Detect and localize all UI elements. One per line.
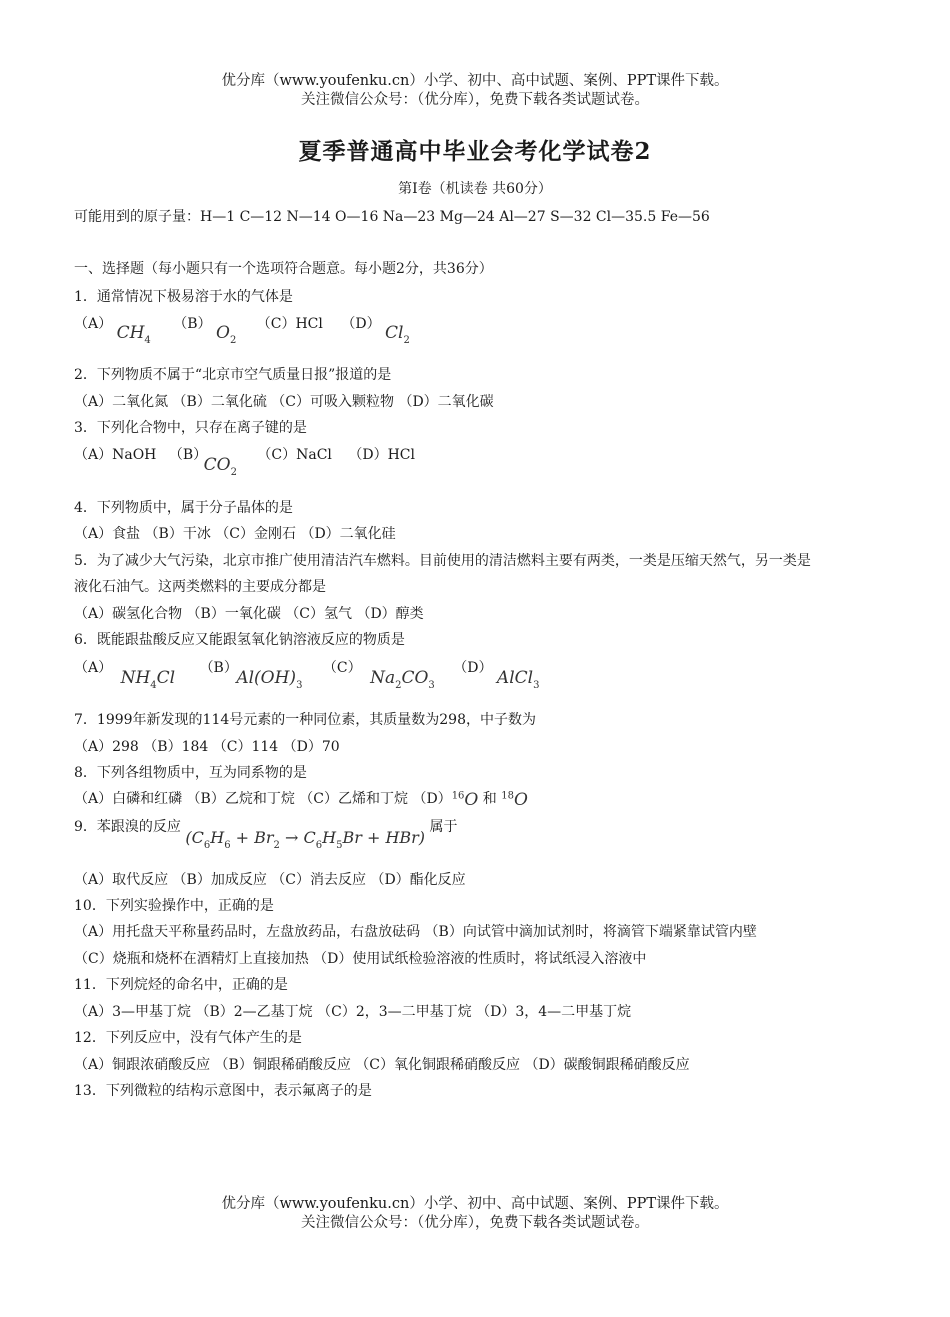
q8-d-isotope-2: $^{18}$O bbox=[501, 790, 528, 810]
q12-stem: 12．下列反应中，没有气体产生的是 bbox=[74, 1030, 302, 1046]
q1-c-option: （C）HCl bbox=[256, 316, 323, 332]
q6-options bbox=[74, 657, 540, 691]
q6-b-label: （B） bbox=[199, 660, 238, 676]
header-line-1: 优分库（www.youfenku.cn）小学、初中、高中试题、案例、PPT课件下载。 bbox=[221, 73, 729, 89]
atomic-mass-line: 可能用到的原子量：H—1 C—12 N—14 O—16 Na—23 Mg—24 Al—27 S—32 Cl—35.5 Fe—56 bbox=[74, 209, 710, 225]
q1-d-label: （D） bbox=[341, 316, 381, 332]
q8-options bbox=[74, 788, 528, 808]
q7-options: （A）298 （B）184 （C）114 （D）70 bbox=[74, 739, 340, 755]
q8-d-isotope-1: $^{16}$O bbox=[451, 790, 479, 810]
q11-stem: 11．下列烷烃的命名中，正确的是 bbox=[74, 977, 288, 993]
q11-options: （A）3—甲基丁烷 （B）2—乙基丁烷 （C）2，3—二甲基丁烷 （D）3，4—二甲基丁烷 bbox=[74, 1004, 632, 1020]
q10-stem: 10．下列实验操作中，正确的是 bbox=[74, 898, 274, 914]
q5-stem-line-2: 液化石油气。这两类燃料的主要成分都是 bbox=[74, 579, 326, 595]
q6-c-formula: $Na_2CO_3$ bbox=[370, 668, 435, 691]
q9-stem: 9．苯跟溴的反应 bbox=[74, 819, 181, 835]
q6-d-formula: AlCl$_3$ bbox=[496, 668, 540, 691]
section-1-heading: 一、选择题（每小题只有一个选项符合题意。每小题2分，共36分） bbox=[74, 261, 493, 277]
q9-equation: $(C_6H_6 + Br_2 \to C_6H_5Br + HBr)$ bbox=[185, 828, 426, 851]
q9-tail: 属于 bbox=[429, 819, 458, 835]
q1-stem: 1．通常情况下极易溶于水的气体是 bbox=[74, 289, 293, 305]
q5-stem-line-1: 5．为了减少大气污染，北京市推广使用清洁汽车燃料。目前使用的清洁燃料主要有两类，一类是压缩天然气，另一类是 bbox=[74, 553, 811, 569]
page-footer bbox=[0, 1195, 950, 1233]
page-header bbox=[0, 72, 950, 110]
q1-a-formula: $CH_4$ bbox=[116, 323, 151, 346]
q1-b-label: （B） bbox=[173, 316, 212, 332]
q9-options: （A）取代反应 （B）加成反应 （C）消去反应 （D）酯化反应 bbox=[74, 872, 466, 888]
q3-b-label: （B） bbox=[168, 447, 208, 463]
footer-line-1: 优分库（www.youfenku.cn）小学、初中、高中试题、案例、PPT课件下载。 bbox=[221, 1196, 729, 1212]
q6-c-label: （C） bbox=[322, 660, 362, 676]
header-line-2: 关注微信公众号：（优分库），免费下载各类试题试卷。 bbox=[301, 92, 649, 108]
q3-d-option: （D）HCl bbox=[348, 447, 415, 463]
q8-stem: 8．下列各组物质中，互为同系物的是 bbox=[74, 765, 307, 781]
q1-d-formula: $Cl_2$ bbox=[385, 323, 410, 346]
q10-options-line-2: （C）烧瓶和烧杯在酒精灯上直接加热 （D）使用试纸检验溶液的性质时，将试纸浸入溶液中 bbox=[74, 951, 647, 967]
q2-options: （A）二氧化氮 （B）二氧化硫 （C）可吸入颗粒物 （D）二氧化碳 bbox=[74, 394, 494, 410]
q1-options bbox=[74, 313, 410, 346]
q1-a-label: （A） bbox=[74, 316, 113, 332]
q8-d-and: 和 bbox=[478, 791, 502, 807]
q8-options-text: （A）白磷和红磷 （B）乙烷和丁烷 （C）乙烯和丁烷 （D） bbox=[74, 791, 452, 807]
q12-options: （A）铜跟浓硝酸反应 （B）铜跟稀硝酸反应 （C）氧化铜跟稀硝酸反应 （D）碳酸铜跟稀硝酸反应 bbox=[74, 1057, 690, 1073]
footer-line-2: 关注微信公众号：（优分库），免费下载各类试题试卷。 bbox=[301, 1215, 649, 1231]
q2-stem: 2．下列物质不属于“北京市空气质量日报”报道的是 bbox=[74, 367, 392, 383]
q5-options: （A）碳氢化合物 （B）一氧化碳 （C）氢气 （D）醇类 bbox=[74, 606, 424, 622]
q10-options-line-1: （A）用托盘天平称量药品时，左盘放药品，右盘放砝码 （B）向试管中滴加试剂时，将滴管下端紧靠试管内壁 bbox=[74, 924, 757, 940]
q6-b-formula: $Al(OH)_3$ bbox=[236, 668, 303, 691]
q13-stem: 13．下列微粒的结构示意图中，表示氟离子的是 bbox=[74, 1083, 372, 1099]
exam-subtitle: 第Ⅰ卷（机读卷 共60分） bbox=[398, 181, 552, 197]
q3-options bbox=[74, 444, 415, 478]
q6-a-label: （A） bbox=[74, 660, 113, 676]
q3-stem: 3．下列化合物中，只存在离子键的是 bbox=[74, 420, 307, 436]
q6-d-label: （D） bbox=[453, 660, 493, 676]
q3-c-option: （C）NaCl bbox=[257, 447, 332, 463]
q7-stem: 7．1999年新发现的114号元素的一种同位素，其质量数为298，中子数为 bbox=[74, 712, 536, 728]
q9-line bbox=[74, 816, 458, 851]
q1-b-formula: $O_2$ bbox=[216, 323, 237, 346]
exam-title: 夏季普通高中毕业会考化学试卷2 bbox=[298, 138, 652, 165]
q4-options: （A）食盐 （B）干冰 （C）金刚石 （D）二氧化硅 bbox=[74, 526, 396, 542]
q3-a-option: （A）NaOH bbox=[74, 447, 157, 463]
q6-a-formula: $NH_4Cl$ bbox=[120, 668, 176, 691]
q3-b-formula: $CO_2$ bbox=[203, 455, 237, 478]
q6-stem: 6．既能跟盐酸反应又能跟氢氧化钠溶液反应的物质是 bbox=[74, 632, 405, 648]
q4-stem: 4．下列物质中，属于分子晶体的是 bbox=[74, 500, 293, 516]
